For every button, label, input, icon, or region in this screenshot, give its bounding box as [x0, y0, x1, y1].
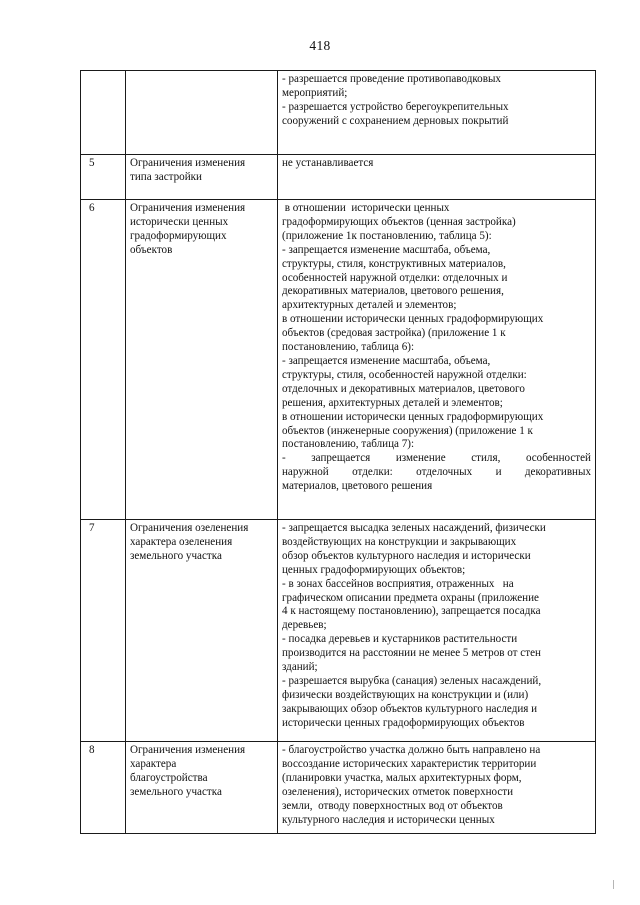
value-line: - благоустройство участка должно быть направлено на [282, 744, 541, 756]
restriction-value-cell [278, 155, 596, 200]
value-line: объектов (средовая застройка) (приложение 1 к [282, 327, 506, 340]
value-line: структуры, стиля, особенностей наружной отделки: [282, 368, 527, 381]
value-line: земли, отводу поверхностных вод от объектов [282, 799, 503, 812]
value-line: отделочных и декоративных материалов, цветового [282, 382, 525, 395]
name-line: благоустройства [130, 771, 208, 784]
value-line: постановлению, таблица 6): [282, 341, 415, 354]
value-line: воссоздание исторических характеристик территории [282, 757, 537, 770]
name-line: земельного участка [130, 785, 222, 798]
row-number-cell [81, 71, 126, 155]
value-line: мероприятий; [282, 86, 348, 99]
restriction-value-cell [278, 742, 596, 834]
value-line: ценных градоформирующих объектов; [282, 563, 466, 576]
restriction-name-cell [126, 71, 278, 155]
name-line: характера [130, 757, 177, 770]
value-line: 4 к настоящему постановлению), запрещается посадка [282, 605, 541, 618]
row-number-cell [81, 155, 126, 200]
table-row-8 [81, 742, 596, 834]
table-row-continuation [81, 71, 596, 155]
value-line: в отношении исторически ценных градоформирующих [282, 410, 544, 423]
value-line: в отношении исторически ценных [282, 202, 450, 214]
value-line: физически воздействующих на конструкции и (или) [282, 688, 529, 701]
value-line: закрывающих обзор объектов культурного наследия и [282, 702, 538, 715]
table-row-6 [81, 200, 596, 520]
value-line: исторически ценных градоформирующих объектов [282, 716, 525, 729]
value-line: - разрешается проведение противопаводковых [282, 73, 501, 85]
value-line: производится на расстоянии не менее 5 метров от стен [282, 647, 541, 660]
value-line: не устанавливается [282, 157, 374, 169]
value-line: озеленения), исторических отметок поверхности [282, 785, 514, 798]
table-row-7 [81, 520, 596, 742]
name-line: Ограничения озеленения [130, 522, 249, 534]
value-line: - разрешается устройство берегоукрепительных [282, 100, 509, 113]
value-line: особенностей наружной отделки: отделочных и [282, 271, 508, 284]
value-line: наружной отделки: отделочных и декоративных [282, 466, 591, 479]
value-line: зданий; [282, 661, 318, 674]
value-line: градоформирующих объектов (ценная застройка) [282, 215, 516, 228]
value-line: архитектурных деталей и элементов; [282, 299, 457, 312]
value-line: графическом описании предмета охраны (приложение [282, 591, 539, 604]
name-line: типа застройки [130, 170, 202, 183]
value-line: структуры, стиля, конструктивных материалов, [282, 257, 506, 270]
restriction-name-cell [126, 520, 278, 742]
restriction-name-cell [126, 200, 278, 520]
restriction-name-cell [126, 742, 278, 834]
name-line: характера озеленения [130, 535, 233, 548]
value-line: постановлению, таблица 7): [282, 438, 415, 451]
row-number: 7 [89, 522, 95, 534]
name-line: земельного участка [130, 549, 222, 562]
restriction-name-cell [126, 155, 278, 200]
row-number: 8 [89, 744, 95, 756]
value-line: - запрещается изменение масштаба, объема, [282, 354, 491, 367]
name-line: объектов [130, 243, 173, 256]
value-line: - в зонах бассейнов восприятия, отраженных на [282, 577, 514, 590]
value-line: материалов, цветового решения [282, 480, 433, 493]
value-line: декоративных материалов, цветового решения, [282, 285, 504, 298]
row-number: 6 [89, 202, 95, 214]
value-line: - запрещается изменение стиля, особенностей [282, 452, 591, 465]
row-number-cell [81, 200, 126, 520]
value-line: (приложение 1к постановлению, таблица 5): [282, 229, 492, 242]
value-line: решения, архитектурных деталей и элементов; [282, 396, 503, 409]
value-line: обзор объектов культурного наследия и исторически [282, 549, 531, 562]
value-line: - запрещается изменение масштаба, объема, [282, 243, 491, 256]
value-line: воздействующих на конструкции и закрывающих [282, 535, 517, 548]
name-line: исторически ценных [130, 215, 229, 228]
value-line: - посадка деревьев и кустарников растительности [282, 633, 518, 646]
value-line: объектов (инженерные сооружения) (приложение 1 к [282, 424, 533, 437]
row-number: 5 [89, 157, 95, 169]
name-line: Ограничения изменения [130, 202, 246, 214]
scan-mark [613, 880, 614, 889]
row-number-cell [81, 520, 126, 742]
value-line: в отношении исторически ценных градоформирующих [282, 313, 544, 326]
restriction-value-cell [278, 200, 596, 520]
value-line: - разрешается вырубка (санация) зеленых насаждений, [282, 674, 542, 687]
name-line: Ограничения изменения [130, 157, 246, 169]
row-number-cell [81, 742, 126, 834]
table-row-5 [81, 155, 596, 200]
name-line: Ограничения изменения [130, 744, 246, 756]
restriction-value-cell [278, 520, 596, 742]
name-line: градоформирующих [130, 229, 227, 242]
value-line: культурного наследия и исторически ценных [282, 813, 495, 826]
regulations-table [80, 70, 596, 834]
value-line: сооружений с сохранением дерновых покрытий [282, 114, 509, 127]
value-line: деревьев; [282, 619, 327, 632]
value-line: - запрещается высадка зеленых насаждений, физически [282, 522, 546, 534]
value-line: (планировки участка, малых архитектурных форм, [282, 771, 522, 784]
restriction-value-cell [278, 71, 596, 155]
page-number: 418 [309, 38, 331, 53]
